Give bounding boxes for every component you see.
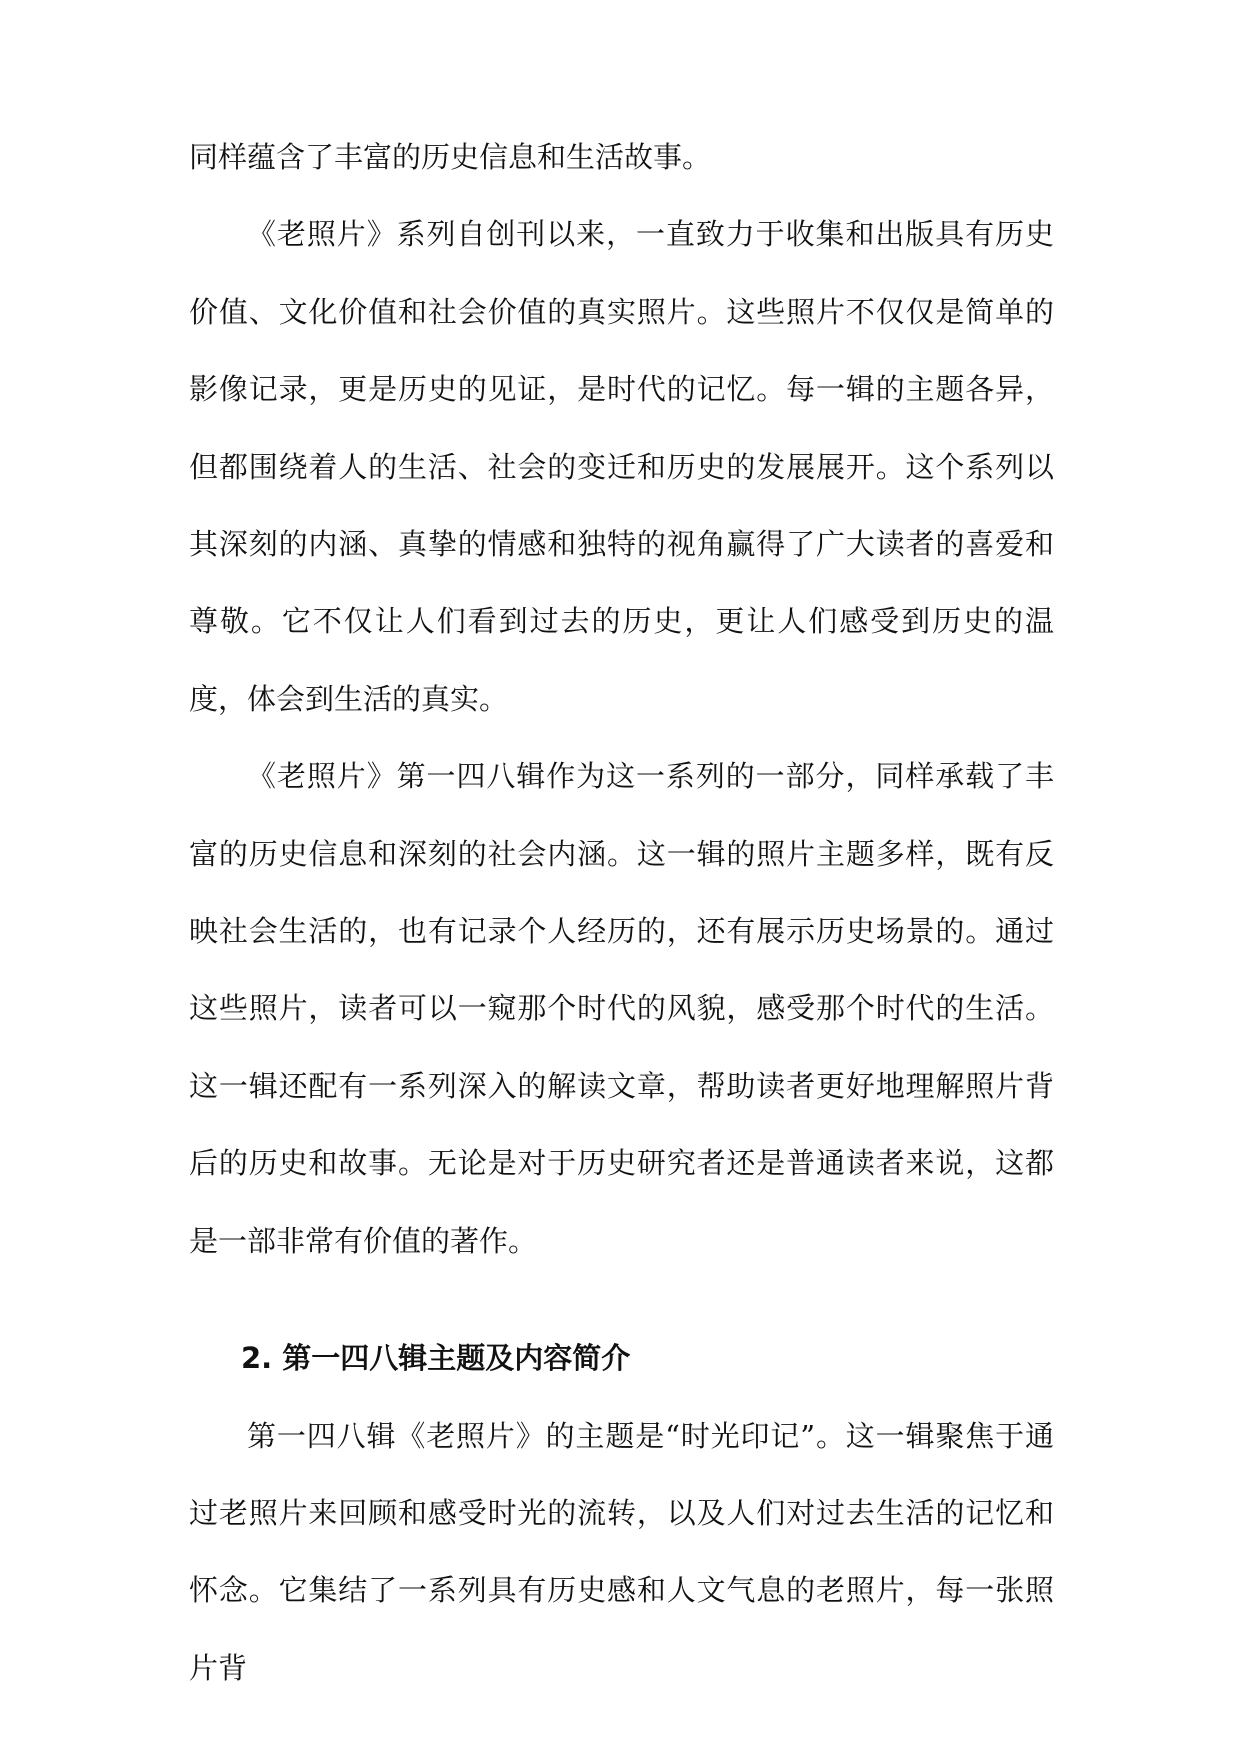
section-spacer — [189, 1280, 1054, 1320]
paragraph-theme: 第一四八辑《老照片》的主题是“时光印记”。这一辑聚焦于通过老照片来回顾和感受时光的流转，以及人们对过去生活的记忆和怀念。它集结了一系列具有历史感和人文气息的老照片，每一张照片背 — [189, 1418, 1054, 1685]
paragraph-series-intro: 《老照片》系列自创刊以来，一直致力于收集和出版具有历史价值、文化价值和社会价值的真实照片。这些照片不仅仅是简单的影像记录，更是历史的见证，是时代的记忆。每一辑的主题各异，但都围绕着人的生活、社会的变迁和历史的发展展开。这个系列以其深刻的内涵、真挚的情感和独特的视角赢得了广大读者的喜爱和尊敬。它不仅让人们看到过去的历史，更让人们感受到历史的温度，体会到生活的真实。 — [189, 217, 1054, 716]
document-body — [189, 119, 1054, 1707]
paragraph-continuation: 同样蕴含了丰富的历史信息和生活故事。 — [189, 140, 712, 174]
section-heading: 2. 第一四八辑主题及内容简介 — [241, 1341, 631, 1376]
paragraph-volume-148: 《老照片》第一四八辑作为这一系列的一部分，同样承载了丰富的历史信息和深刻的社会内涵。这一辑的照片主题多样，既有反映社会生活的，也有记录个人经历的，还有展示历史场景的。通过这些照片，读者可以一窥那个时代的风貌，感受那个时代的生活。这一辑还配有一系列深入的解读文章，帮助读者更好地理解照片背后的历史和故事。无论是对于历史研究者还是普通读者来说，这都是一部非常有价值的著作。 — [189, 759, 1054, 1258]
